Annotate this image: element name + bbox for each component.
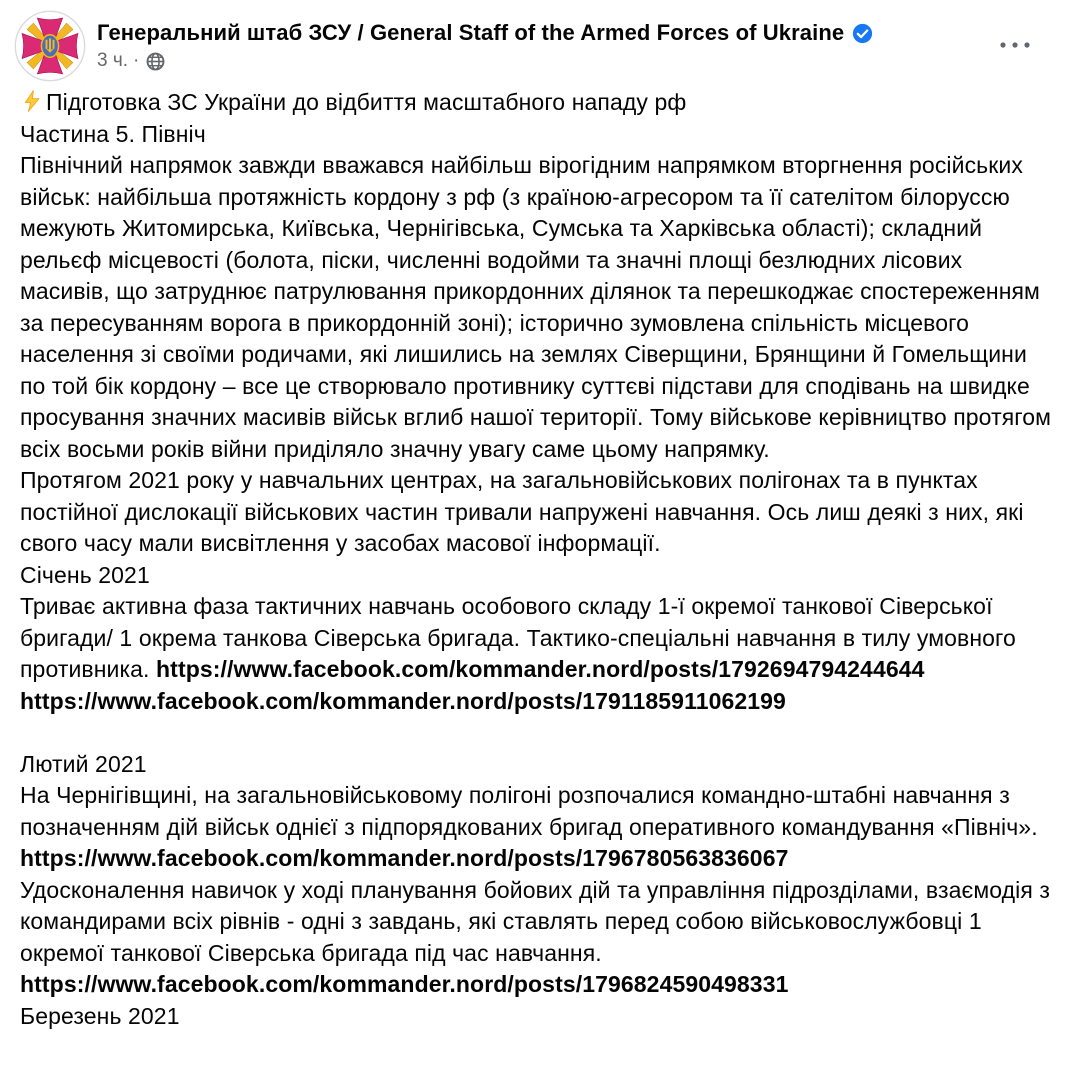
- general-staff-emblem-icon: [14, 10, 86, 82]
- post-title-text: Підготовка ЗС України до відбиття масштабного нападу рф: [46, 89, 687, 115]
- blank-line: [20, 717, 1055, 749]
- month-header-january: Січень 2021: [20, 561, 150, 588]
- verified-badge-icon: [852, 23, 873, 44]
- post-header: [0, 0, 1077, 84]
- header-info: [97, 10, 873, 72]
- post-meta-row: [97, 50, 873, 72]
- page-avatar[interactable]: [14, 10, 86, 82]
- ellipsis-icon: [998, 40, 1032, 50]
- february-link-2[interactable]: https://www.facebook.com/kommander.nord/posts/1796824590498331: [20, 971, 789, 997]
- january-link-2[interactable]: https://www.facebook.com/kommander.nord/posts/1791185911062199: [20, 687, 786, 714]
- paragraph-2021: Протягом 2021 року у навчальних центрах, на загальновійськових полігонах та в пунктах постійної дислокації військових частин тривали напружені навчання. Ось лиш деякі з них, які свого часу мали висвітлення у засобах масової інформації.: [20, 467, 1024, 556]
- january-text: Триває активна фаза тактичних навчань особового складу 1-ї окремої танкової Сіверської бригади/ 1 окрема танкова Сіверська бригада. Тактико-спеціальні навчання в тилу умовного противника.: [20, 593, 1016, 682]
- month-header-february: Лютий 2021: [20, 750, 147, 777]
- february-link-2-line: [20, 969, 1055, 1001]
- paragraph-february-2: Удосконалення навичок у ході планування бойових дій та управління підрозділами, взаємодія з командирами всіх рівнів - одні з завдань, які ставлять перед собою військовослужбовці 1 окремої танкової Сіверська бригада під час навчання.: [20, 876, 1051, 966]
- more-options-button[interactable]: [993, 30, 1037, 60]
- privacy-globe-icon: [144, 52, 165, 71]
- february-link-1-line: [20, 843, 1055, 875]
- page-name-row: [97, 19, 873, 46]
- post-timestamp[interactable]: 3 ч.: [97, 50, 129, 71]
- paragraph-north: Північний напрямок завжди вважався найбільш вірогідним напрямком вторгнення російських військ: найбільша протяжність кордону з рф (з країною-агресором та її сателітом білоруссю межують Житомирська, Київська, Чернігівська, Сумська та Харківська області); складний рельєф місцевості (болота, піски, численні водойми та значні площі безлюдних лісових масивів, що затруднює патрулювання прикордонних ділянок та перешкоджає спостереженням за пересуванням ворога в прикордонній зоні); історично зумовлена спільність місцевого населення зі своїми родичами, які лишились на землях Сіверщини, Брянщини й Гомельщини по той бік кордону – все це створювало противнику суттєві підстави для сподівань на швидке просування значних масивів військ вглиб нашої території. Тому військове керівництво протягом всіх восьми років війни приділяло значну увагу саме цьому напрямку.: [20, 152, 1052, 462]
- january-link-2-line: [20, 686, 1055, 718]
- january-link-1[interactable]: https://www.facebook.com/kommander.nord/posts/1792694794244644: [156, 656, 925, 682]
- post-title-line: [20, 87, 1055, 119]
- page-name-link[interactable]: Генеральний штаб ЗСУ / General Staff of the Armed Forces of Ukraine: [97, 20, 845, 45]
- post-body: [0, 84, 1077, 1032]
- paragraph-february-1: На Чернігівщині, на загальновійськовому полігоні розпочалися командно-штабні навчання з позначенням дій військ однієї з підпорядкованих бригад оперативного командування «Північ».: [20, 782, 1038, 840]
- post-part-line: Частина 5. Північ: [20, 120, 206, 147]
- lightning-emoji-icon: [20, 89, 44, 113]
- february-link-1[interactable]: https://www.facebook.com/kommander.nord/posts/1796780563836067: [20, 845, 789, 871]
- month-header-march: Березень 2021: [20, 1002, 180, 1029]
- paragraph-january: [20, 591, 1055, 686]
- meta-separator: ·: [133, 50, 140, 71]
